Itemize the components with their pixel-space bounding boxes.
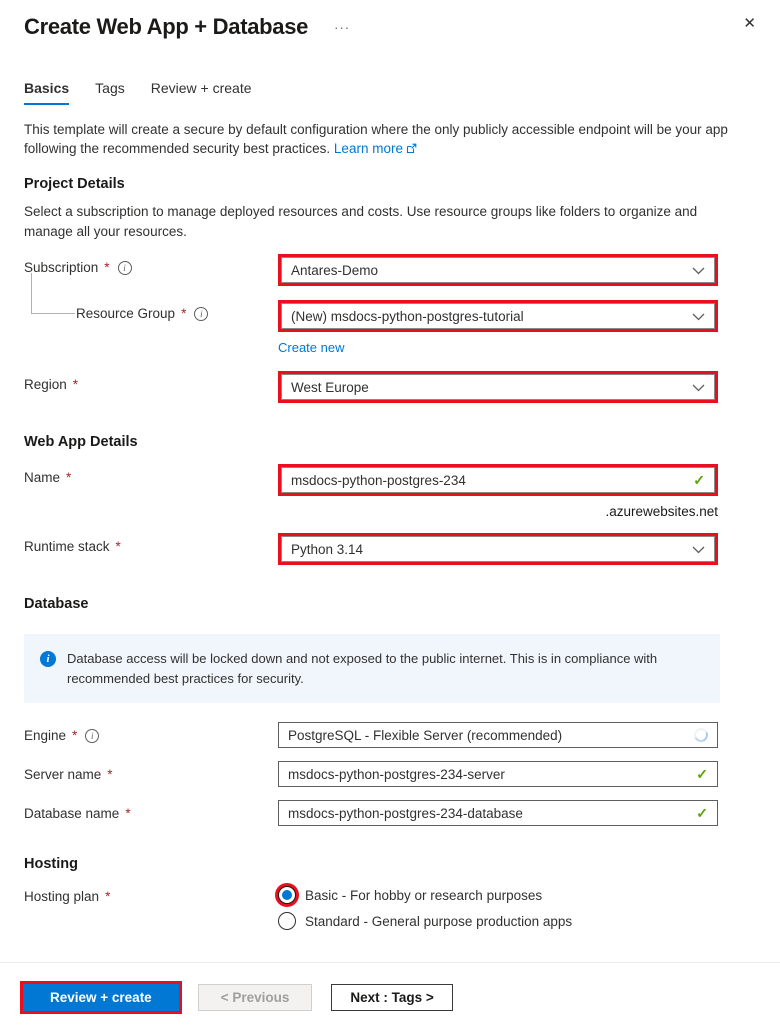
annotation-box — [278, 464, 718, 496]
info-banner — [24, 634, 720, 703]
intro-text-body: This template will create a secure by default configuration where the only publicly accessible endpoint will be your app following the recommended security best practices. — [24, 122, 728, 157]
intro-text — [24, 120, 730, 159]
info-banner-icon: i — [40, 651, 56, 667]
radio-option-basic[interactable] — [278, 886, 572, 904]
required-asterisk: * — [72, 377, 79, 393]
project-details-description: Select a subscription to manage deployed resources and costs. Use resource groups like folders to organize and manage all your resources. — [24, 204, 698, 239]
hosting-plan-label-text: Hosting plan — [24, 889, 100, 905]
domain-suffix: .azurewebsites.net — [605, 504, 718, 520]
footer-bar — [0, 962, 780, 1032]
engine-row — [0, 722, 780, 748]
subscription-label-text: Subscription — [24, 260, 99, 276]
external-link-icon — [406, 140, 417, 159]
info-banner-text: Database access will be locked down and not exposed to the public internet. This is in compliance with recommended best practices for security. — [67, 651, 658, 686]
previous-button: < Previous — [198, 984, 313, 1011]
info-icon[interactable]: i — [118, 261, 132, 275]
database-name-row — [0, 800, 780, 826]
name-value: msdocs-python-postgres-234 — [291, 472, 466, 488]
runtime-stack-label-text: Runtime stack — [24, 539, 110, 555]
server-name-label-text: Server name — [24, 767, 102, 783]
engine-field[interactable] — [278, 722, 718, 748]
radio-selected-icon[interactable] — [278, 886, 296, 904]
learn-more-label: Learn more — [333, 141, 403, 157]
engine-label — [24, 722, 278, 743]
hosting-heading: Hosting — [24, 856, 78, 873]
page-title: Create Web App + Database — [24, 14, 309, 39]
resource-group-value: (New) msdocs-python-postgres-tutorial — [291, 308, 524, 324]
learn-more-link[interactable] — [334, 141, 417, 156]
runtime-stack-value: Python 3.14 — [291, 541, 364, 557]
server-name-row — [0, 761, 780, 787]
radio-standard-label: Standard - General purpose production apps — [305, 913, 573, 929]
loading-spinner-icon — [692, 726, 710, 744]
runtime-stack-row — [0, 533, 780, 565]
required-asterisk: * — [66, 470, 72, 486]
project-details-heading: Project Details — [24, 176, 125, 193]
server-name-value: msdocs-python-postgres-234-server — [288, 766, 505, 782]
name-label-text: Name — [24, 470, 61, 486]
subscription-row — [0, 254, 780, 286]
close-icon[interactable]: ✕ — [743, 15, 756, 32]
resource-group-dropdown[interactable] — [281, 303, 715, 329]
info-icon[interactable]: i — [85, 729, 99, 743]
hosting-plan-row — [0, 883, 780, 938]
server-name-label — [24, 761, 278, 782]
subscription-value: Antares-Demo — [291, 262, 379, 278]
server-name-input[interactable] — [278, 761, 718, 787]
name-input[interactable] — [281, 467, 715, 493]
database-name-value: msdocs-python-postgres-234-database — [288, 805, 523, 821]
region-label — [24, 371, 278, 392]
chevron-down-icon — [692, 309, 705, 324]
more-options-icon[interactable]: ··· — [334, 20, 351, 35]
chevron-down-icon — [692, 263, 705, 278]
resource-group-label-text: Resource Group — [76, 306, 176, 322]
annotation-box — [278, 300, 718, 332]
radio-basic-label: Basic - For hobby or research purposes — [305, 887, 543, 903]
hosting-plan-radio-group — [278, 883, 572, 938]
runtime-stack-label — [24, 533, 278, 554]
region-label-text: Region — [24, 377, 67, 393]
required-asterisk: * — [115, 539, 121, 555]
chevron-down-icon — [692, 542, 705, 557]
tree-connector-line — [31, 273, 75, 314]
region-row — [0, 371, 780, 403]
valid-check-icon: ✓ — [693, 471, 705, 488]
annotation-box — [278, 371, 718, 403]
radio-option-standard[interactable] — [278, 912, 572, 930]
engine-value: PostgreSQL - Flexible Server (recommended) — [288, 727, 563, 743]
required-asterisk: * — [181, 306, 187, 322]
panel-header — [0, 0, 780, 40]
subscription-label — [24, 254, 278, 275]
region-value: West Europe — [291, 379, 369, 395]
name-row — [0, 464, 780, 519]
database-name-input[interactable] — [278, 800, 718, 826]
wizard-tabs — [24, 80, 756, 105]
database-heading: Database — [24, 596, 89, 613]
resource-group-row — [0, 300, 780, 355]
annotation-box — [278, 533, 718, 565]
create-new-link[interactable]: Create new — [278, 340, 345, 356]
annotation-box — [278, 254, 718, 286]
engine-label-text: Engine — [24, 728, 67, 744]
runtime-stack-dropdown[interactable] — [281, 536, 715, 562]
review-create-button[interactable]: Review + create — [23, 984, 179, 1011]
valid-check-icon: ✓ — [696, 804, 708, 821]
radio-unselected-icon[interactable] — [278, 912, 296, 930]
hosting-plan-label — [24, 883, 278, 904]
tab-basics[interactable]: Basics — [24, 80, 69, 105]
info-icon[interactable]: i — [194, 307, 208, 321]
database-name-label — [24, 800, 278, 821]
chevron-down-icon — [692, 380, 705, 395]
required-asterisk: * — [107, 767, 113, 783]
database-name-label-text: Database name — [24, 806, 120, 822]
name-label — [24, 464, 278, 485]
required-asterisk: * — [104, 260, 110, 276]
tab-review-create[interactable]: Review + create — [150, 80, 252, 96]
tab-tags[interactable]: Tags — [95, 80, 125, 96]
web-app-details-heading: Web App Details — [24, 434, 138, 451]
valid-check-icon: ✓ — [696, 765, 708, 782]
subscription-dropdown[interactable] — [281, 257, 715, 283]
required-asterisk: * — [105, 889, 111, 905]
region-dropdown[interactable] — [281, 374, 715, 400]
next-tags-button[interactable]: Next : Tags > — [331, 984, 452, 1011]
required-asterisk: * — [125, 806, 131, 822]
required-asterisk: * — [72, 728, 78, 744]
